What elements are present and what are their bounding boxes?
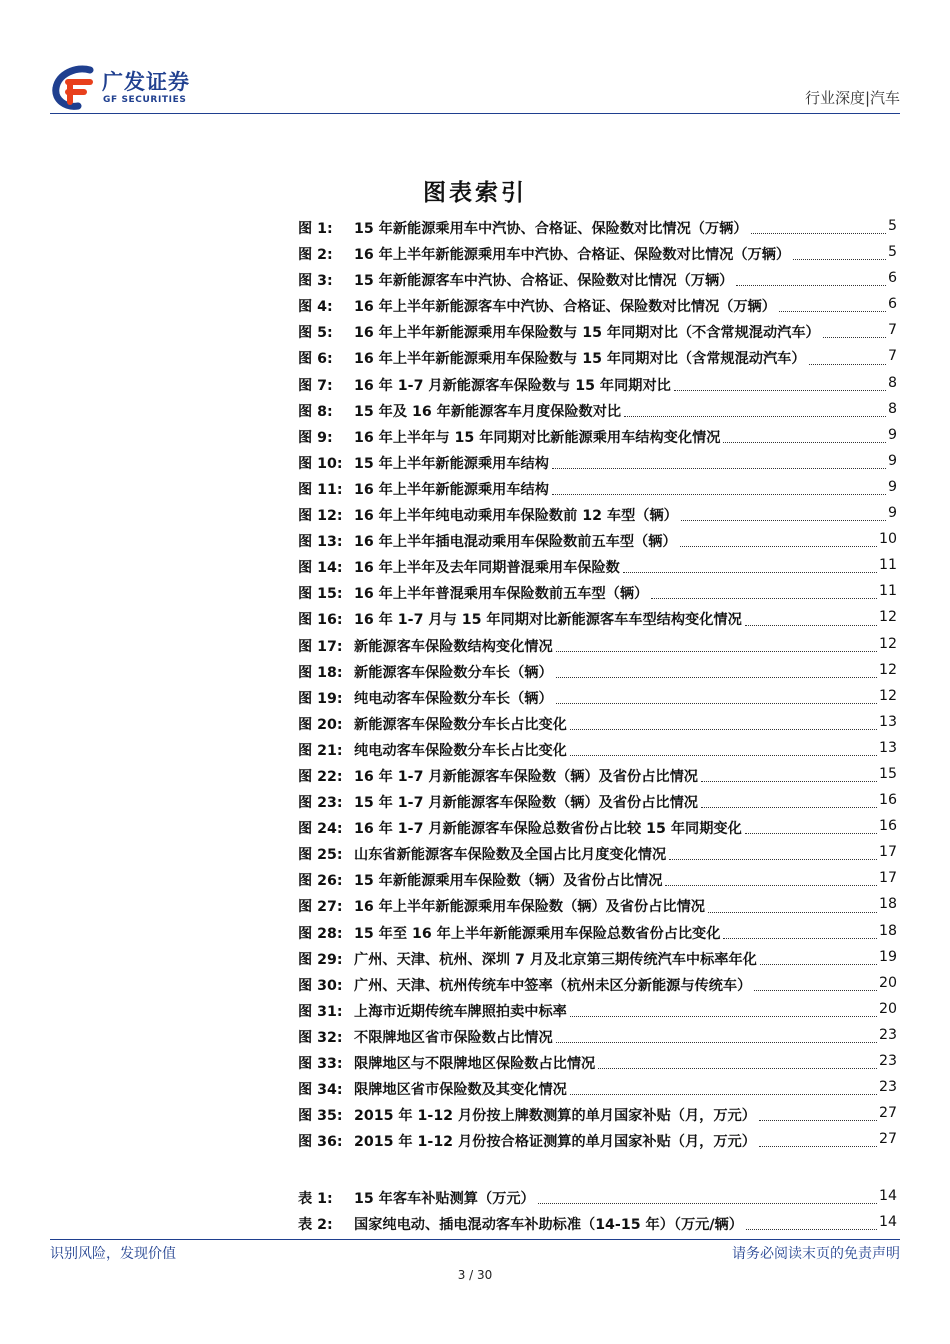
figure-index-entry[interactable] bbox=[298, 267, 897, 293]
entry-number: 图 14: bbox=[298, 560, 343, 577]
entry-number: 图 18: bbox=[298, 664, 343, 681]
dot-leader bbox=[779, 311, 886, 312]
entry-number: 图 16: bbox=[298, 612, 343, 629]
entry-title: 16 年上半年及去年同期普混乘用车保险数 bbox=[354, 560, 620, 577]
report-category: 行业深度|汽车 bbox=[804, 89, 900, 107]
entry-page: 14 bbox=[878, 1188, 897, 1204]
entry-title: 限牌地区省市保险数及其变化情况 bbox=[354, 1082, 567, 1099]
entry-title: 16 年上半年新能源乘用车中汽协、合格证、保险数对比情况（万辆） bbox=[354, 247, 791, 264]
figure-index-entry[interactable] bbox=[298, 972, 897, 998]
entry-number: 图 34: bbox=[298, 1082, 343, 1099]
figure-index-entry[interactable] bbox=[298, 633, 897, 659]
dot-leader bbox=[723, 442, 886, 443]
dot-leader bbox=[745, 625, 877, 626]
entry-number: 图 31: bbox=[298, 1003, 343, 1020]
dot-leader bbox=[570, 755, 877, 756]
entry-title: 16 年上半年新能源乘用车结构 bbox=[354, 481, 549, 498]
entry-title: 15 年新能源乘用车中汽协、合格证、保险数对比情况（万辆） bbox=[354, 221, 748, 237]
entry-number: 表 1: bbox=[298, 1191, 333, 1207]
entry-number: 图 26: bbox=[298, 873, 343, 890]
gf-logo-icon bbox=[50, 64, 98, 110]
dot-leader bbox=[823, 337, 886, 338]
entry-title: 不限牌地区省市保险数占比情况 bbox=[354, 1029, 553, 1046]
figure-index-entry[interactable] bbox=[298, 737, 897, 763]
figure-index-entry[interactable] bbox=[298, 920, 897, 946]
dot-leader bbox=[759, 1146, 877, 1147]
entry-page: 7 bbox=[887, 348, 897, 365]
figure-index-entry[interactable] bbox=[298, 372, 897, 398]
entry-title: 广州、天津、杭州传统车中签率（杭州未区分新能源与传统车） bbox=[354, 977, 752, 994]
entry-title: 15 年新能源客车中汽协、合格证、保险数对比情况（万辆） bbox=[354, 273, 734, 290]
entry-page: 16 bbox=[878, 792, 897, 809]
entry-number: 图 13: bbox=[298, 534, 343, 551]
entry-title: 新能源客车保险数分车长占比变化 bbox=[354, 716, 567, 733]
entry-title: 16 年 1-7 月新能源客车保险数（辆）及省份占比情况 bbox=[354, 768, 698, 785]
entry-title: 限牌地区与不限牌地区保险数占比情况 bbox=[354, 1056, 596, 1072]
dot-leader bbox=[598, 1068, 877, 1069]
entry-number: 图 36: bbox=[298, 1134, 343, 1151]
entry-page: 18 bbox=[878, 922, 897, 939]
figure-index-entry[interactable] bbox=[298, 1076, 897, 1102]
entry-title: 16 年上半年普混乘用车保险数前五车型（辆） bbox=[354, 586, 649, 603]
dot-leader bbox=[723, 938, 877, 939]
entry-page: 23 bbox=[878, 1079, 897, 1096]
entry-number: 图 33: bbox=[298, 1056, 343, 1072]
figure-index-entry[interactable] bbox=[298, 345, 897, 371]
dot-leader bbox=[552, 494, 886, 495]
dot-leader bbox=[809, 364, 886, 365]
entry-title: 16 年 1-7 月与 15 年同期对比新能源客车车型结构变化情况 bbox=[354, 612, 742, 629]
figure-index-entry[interactable] bbox=[298, 685, 897, 711]
figure-index-entry[interactable] bbox=[298, 606, 897, 632]
header-divider bbox=[50, 113, 900, 114]
dot-leader bbox=[665, 885, 877, 886]
entry-number: 图 5: bbox=[298, 325, 333, 342]
entry-page: 9 bbox=[887, 478, 897, 495]
entry-title: 15 年 1-7 月新能源客车保险数（辆）及省份占比情况 bbox=[354, 795, 698, 812]
entry-number: 图 12: bbox=[298, 508, 343, 525]
entry-title: 16 年上半年与 15 年同期对比新能源乘用车结构变化情况 bbox=[354, 429, 721, 446]
entry-number: 图 7: bbox=[298, 377, 333, 394]
table-index-entry[interactable] bbox=[298, 1185, 897, 1211]
page-number: 3 / 30 bbox=[457, 1268, 493, 1282]
entry-number: 图 25: bbox=[298, 847, 343, 864]
entry-number: 图 1: bbox=[298, 221, 333, 237]
entry-title: 16 年上半年插电混动乘用车保险数前五车型（辆） bbox=[354, 534, 677, 551]
entry-page: 23 bbox=[878, 1026, 897, 1043]
dot-leader bbox=[570, 1094, 877, 1095]
figure-index-list bbox=[298, 215, 897, 1154]
entry-title: 15 年上半年新能源乘用车结构 bbox=[354, 455, 549, 472]
entry-page: 27 bbox=[878, 1105, 897, 1122]
dot-leader bbox=[651, 598, 877, 599]
entry-number: 图 24: bbox=[298, 821, 343, 838]
figure-index-entry[interactable] bbox=[298, 815, 897, 841]
dot-leader bbox=[570, 1016, 877, 1017]
dot-leader bbox=[552, 468, 886, 469]
dot-leader bbox=[674, 390, 886, 391]
entry-title: 纯电动客车保险数分车长（辆） bbox=[354, 690, 553, 707]
figure-index-entry[interactable] bbox=[298, 1128, 897, 1154]
figure-index-entry[interactable] bbox=[298, 241, 897, 267]
page-title: 图表索引 bbox=[423, 180, 527, 206]
footer-divider bbox=[50, 1239, 900, 1240]
entry-number: 图 35: bbox=[298, 1108, 343, 1125]
entry-title: 16 年上半年纯电动乘用车保险数前 12 车型（辆） bbox=[354, 508, 678, 525]
dot-leader bbox=[746, 1229, 877, 1230]
figure-index-entry[interactable] bbox=[298, 946, 897, 972]
entry-number: 图 21: bbox=[298, 742, 343, 759]
dot-leader bbox=[556, 703, 877, 704]
entry-page: 20 bbox=[878, 1000, 897, 1017]
figure-index-entry[interactable] bbox=[298, 1102, 897, 1128]
dot-leader bbox=[623, 572, 877, 573]
entry-number: 图 9: bbox=[298, 429, 333, 446]
figure-index-entry[interactable] bbox=[298, 398, 897, 424]
entry-number: 图 6: bbox=[298, 351, 333, 368]
dot-leader bbox=[681, 520, 886, 521]
entry-page: 12 bbox=[878, 687, 897, 704]
entry-title: 15 年及 16 年新能源客车月度保险数对比 bbox=[354, 403, 622, 420]
dot-leader bbox=[669, 859, 877, 860]
entry-title: 2015 年 1-12 月份按上牌数测算的单月国家补贴（月，万元） bbox=[354, 1108, 756, 1125]
entry-page: 8 bbox=[887, 374, 897, 391]
entry-page: 5 bbox=[887, 218, 897, 234]
figure-index-entry[interactable] bbox=[298, 789, 897, 815]
entry-page: 13 bbox=[878, 713, 897, 730]
entry-title: 16 年 1-7 月新能源客车保险总数省份占比较 15 年同期变化 bbox=[354, 821, 742, 838]
entry-title: 15 年客车补贴测算（万元） bbox=[354, 1191, 535, 1207]
entry-number: 图 3: bbox=[298, 273, 333, 290]
entry-title: 山东省新能源客车保险数及全国占比月度变化情况 bbox=[354, 847, 667, 864]
entry-title: 国家纯电动、插电混动客车补助标准（14-15 年）（万元/辆） bbox=[354, 1217, 743, 1234]
entry-page: 19 bbox=[878, 948, 897, 965]
entry-page: 12 bbox=[878, 609, 897, 626]
figure-index-entry[interactable] bbox=[298, 580, 897, 606]
dot-leader bbox=[793, 259, 886, 260]
entry-number: 图 30: bbox=[298, 977, 343, 994]
dot-leader bbox=[624, 416, 886, 417]
figure-index-entry[interactable] bbox=[298, 867, 897, 893]
entry-number: 表 2: bbox=[298, 1217, 333, 1234]
entry-title: 新能源客车保险数分车长（辆） bbox=[354, 664, 553, 681]
company-logo bbox=[50, 64, 210, 112]
entry-number: 图 11: bbox=[298, 481, 343, 498]
entry-page: 9 bbox=[887, 452, 897, 469]
entry-page: 12 bbox=[878, 635, 897, 652]
entry-page: 18 bbox=[878, 896, 897, 913]
figure-index-entry[interactable] bbox=[298, 528, 897, 554]
dot-leader bbox=[736, 285, 886, 286]
entry-page: 16 bbox=[878, 818, 897, 835]
entry-page: 23 bbox=[878, 1053, 897, 1069]
dot-leader bbox=[745, 833, 877, 834]
entry-page: 17 bbox=[878, 844, 897, 861]
figure-index-entry[interactable] bbox=[298, 998, 897, 1024]
figure-index-entry[interactable] bbox=[298, 711, 897, 737]
entry-title: 2015 年 1-12 月份按合格证测算的单月国家补贴（月，万元） bbox=[354, 1134, 756, 1151]
dot-leader bbox=[760, 964, 877, 965]
footer-slogan: 识别风险，发现价值 bbox=[50, 1246, 176, 1262]
dot-leader bbox=[556, 1042, 877, 1043]
entry-number: 图 10: bbox=[298, 455, 343, 472]
entry-number: 图 23: bbox=[298, 795, 343, 812]
entry-title: 16 年上半年新能源乘用车保险数（辆）及省份占比情况 bbox=[354, 899, 705, 916]
table-index-list bbox=[298, 1185, 897, 1237]
entry-page: 12 bbox=[878, 661, 897, 678]
figure-index-entry[interactable] bbox=[298, 502, 897, 528]
figure-index-entry[interactable] bbox=[298, 659, 897, 685]
footer-disclaimer-note: 请务必阅读末页的免责声明 bbox=[732, 1246, 900, 1262]
entry-title: 15 年新能源乘用车保险数（辆）及省份占比情况 bbox=[354, 873, 663, 890]
dot-leader bbox=[570, 729, 877, 730]
entry-number: 图 28: bbox=[298, 925, 343, 942]
entry-title: 广州、天津、杭州、深圳 7 月及北京第三期传统汽车中标率年化 bbox=[354, 951, 757, 968]
entry-title: 16 年上半年新能源客车中汽协、合格证、保险数对比情况（万辆） bbox=[354, 299, 776, 316]
entry-page: 6 bbox=[887, 270, 897, 287]
entry-page: 15 bbox=[878, 765, 897, 782]
entry-page: 17 bbox=[878, 870, 897, 887]
entry-page: 9 bbox=[887, 426, 897, 443]
entry-page: 27 bbox=[878, 1131, 897, 1148]
entry-page: 11 bbox=[878, 557, 897, 574]
dot-leader bbox=[556, 651, 877, 652]
entry-number: 图 29: bbox=[298, 951, 343, 968]
logo-chinese-name: 广发证券 bbox=[102, 70, 190, 94]
entry-title: 纯电动客车保险数分车长占比变化 bbox=[354, 742, 567, 759]
entry-title: 16 年上半年新能源乘用车保险数与 15 年同期对比（不含常规混动汽车） bbox=[354, 325, 820, 342]
entry-number: 图 8: bbox=[298, 403, 333, 420]
dot-leader bbox=[708, 912, 877, 913]
dot-leader bbox=[701, 807, 877, 808]
entry-number: 图 32: bbox=[298, 1029, 343, 1046]
figure-index-entry[interactable] bbox=[298, 293, 897, 319]
logo-english-name: GF SECURITIES bbox=[103, 95, 187, 105]
dot-leader bbox=[701, 781, 877, 782]
entry-page: 10 bbox=[878, 531, 897, 548]
entry-title: 新能源客车保险数结构变化情况 bbox=[354, 638, 553, 655]
entry-number: 图 22: bbox=[298, 768, 343, 785]
entry-number: 图 19: bbox=[298, 690, 343, 707]
dot-leader bbox=[754, 990, 877, 991]
entry-number: 图 15: bbox=[298, 586, 343, 603]
figure-index-entry[interactable] bbox=[298, 841, 897, 867]
entry-number: 图 2: bbox=[298, 247, 333, 264]
entry-page: 14 bbox=[878, 1214, 897, 1231]
entry-page: 11 bbox=[878, 583, 897, 600]
entry-page: 9 bbox=[887, 505, 897, 522]
entry-title: 16 年 1-7 月新能源客车保险数与 15 年同期对比 bbox=[354, 377, 671, 394]
entry-page: 8 bbox=[887, 400, 897, 417]
dot-leader bbox=[556, 677, 877, 678]
entry-title: 16 年上半年新能源乘用车保险数与 15 年同期对比（含常规混动汽车） bbox=[354, 351, 806, 368]
entry-number: 图 4: bbox=[298, 299, 333, 316]
entry-number: 图 17: bbox=[298, 638, 343, 655]
figure-index-entry[interactable] bbox=[298, 450, 897, 476]
figure-index-entry[interactable] bbox=[298, 215, 897, 241]
figure-index-entry[interactable] bbox=[298, 424, 897, 450]
figure-index-entry[interactable] bbox=[298, 554, 897, 580]
entry-page: 20 bbox=[878, 974, 897, 991]
entry-title: 上海市近期传统车牌照拍卖中标率 bbox=[354, 1003, 567, 1020]
figure-index-entry[interactable] bbox=[298, 763, 897, 789]
entry-page: 5 bbox=[887, 244, 897, 261]
entry-number: 图 20: bbox=[298, 716, 343, 733]
entry-title: 15 年至 16 年上半年新能源乘用车保险总数省份占比变化 bbox=[354, 925, 721, 942]
figure-index-entry[interactable] bbox=[298, 1024, 897, 1050]
dot-leader bbox=[680, 546, 877, 547]
dot-leader bbox=[538, 1203, 877, 1204]
dot-leader bbox=[751, 233, 886, 234]
entry-page: 6 bbox=[887, 296, 897, 313]
figure-index-entry[interactable] bbox=[298, 893, 897, 919]
figure-index-entry[interactable] bbox=[298, 1050, 897, 1076]
table-index-entry[interactable] bbox=[298, 1211, 897, 1237]
dot-leader bbox=[759, 1120, 877, 1121]
entry-number: 图 27: bbox=[298, 899, 343, 916]
figure-index-entry[interactable] bbox=[298, 476, 897, 502]
entry-page: 13 bbox=[878, 739, 897, 756]
figure-index-entry[interactable] bbox=[298, 319, 897, 345]
entry-page: 7 bbox=[887, 322, 897, 339]
